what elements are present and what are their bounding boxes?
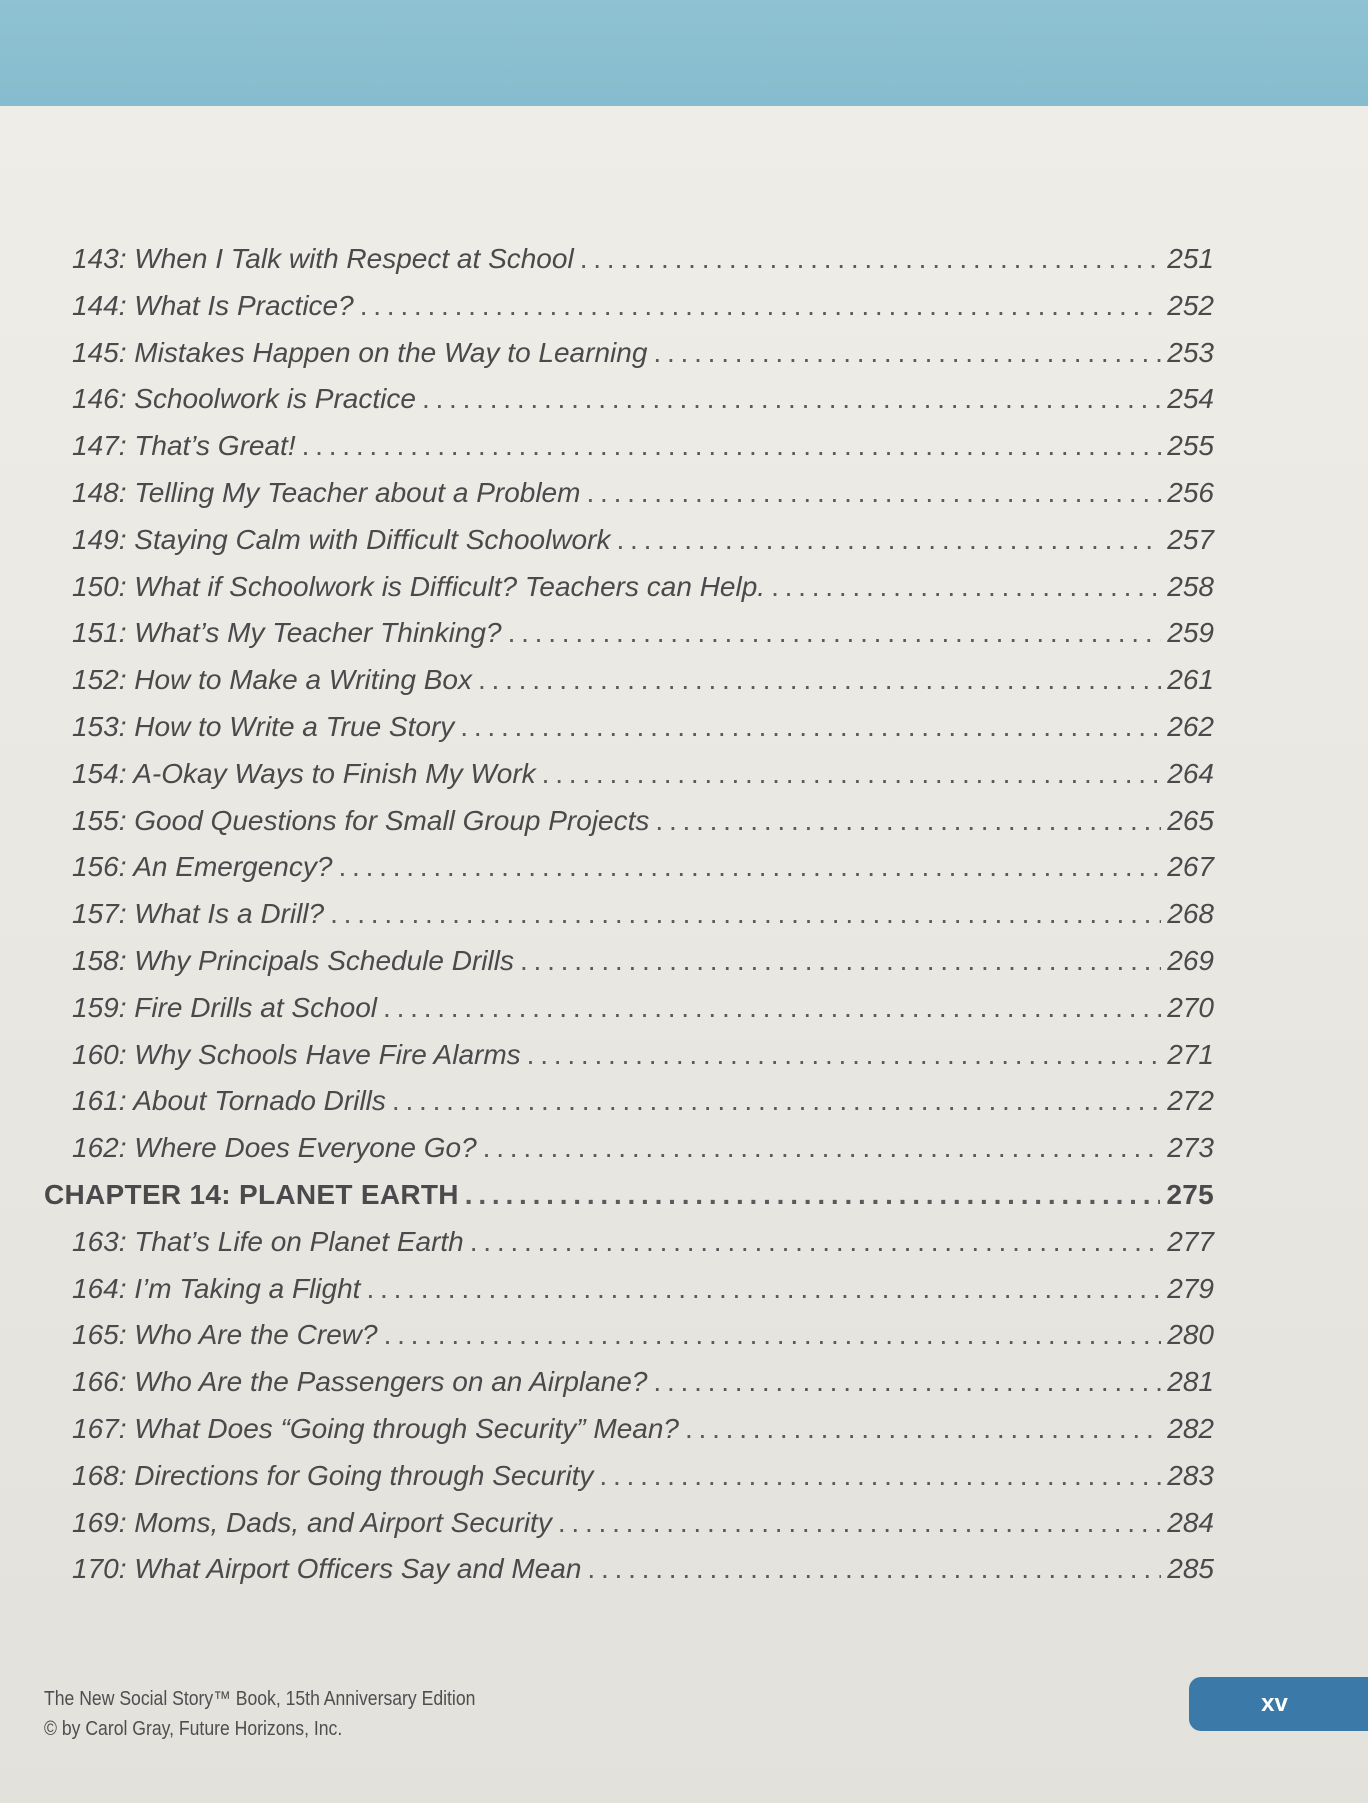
toc-page-number: 251 <box>1167 243 1214 274</box>
dot-leader <box>616 517 1161 564</box>
toc-entry-title: 156: An Emergency? <box>72 851 333 883</box>
toc-entry-row <box>44 1406 1214 1453</box>
dot-leader <box>478 657 1161 704</box>
toc-entry-row <box>44 423 1214 470</box>
top-color-band <box>0 0 1368 106</box>
toc-entry-row <box>44 844 1214 891</box>
toc-entry-row <box>44 610 1214 657</box>
toc-entry-title: 167: What Does “Going through Security” Mean? <box>72 1412 679 1444</box>
toc-entry-title: 152: How to Make a Writing Box <box>72 664 472 696</box>
dot-leader <box>580 236 1162 283</box>
page-number-tab <box>1189 1677 1368 1731</box>
toc-entry-row <box>44 1359 1214 1406</box>
toc-entry-row <box>44 1266 1214 1313</box>
footer-book-title: The New Social Story™ Book, 15th Anniversary Edition <box>44 1688 476 1710</box>
dot-leader <box>653 330 1161 377</box>
toc-entry-row <box>44 704 1214 751</box>
dot-leader <box>771 564 1161 611</box>
dot-leader <box>470 1219 1162 1266</box>
toc-page-number: 259 <box>1167 617 1214 649</box>
toc-page-number: 264 <box>1167 757 1214 789</box>
toc-entry-title: 166: Who Are the Passengers on an Airplane? <box>72 1366 648 1398</box>
dot-leader <box>366 1266 1161 1313</box>
dot-leader <box>383 985 1161 1032</box>
toc-entry-title: 151: What’s My Teacher Thinking? <box>72 617 502 649</box>
toc-entry-row <box>44 798 1214 845</box>
toc-entry-title: 163: That’s Life on Planet Earth <box>72 1225 464 1257</box>
toc-page-number: 255 <box>1167 430 1214 462</box>
dot-leader <box>422 376 1161 423</box>
toc-page-number: 269 <box>1167 944 1214 976</box>
toc-page-number: 285 <box>1167 1553 1214 1585</box>
toc-entry-row <box>44 938 1214 985</box>
toc-entry-row <box>44 1546 1214 1593</box>
toc-page-number: 270 <box>1167 991 1214 1023</box>
dot-leader <box>338 844 1161 891</box>
toc-entry-title: 160: Why Schools Have Fire Alarms <box>72 1038 521 1070</box>
toc-entry-row <box>44 564 1214 611</box>
toc-page-number: 265 <box>1167 804 1214 836</box>
toc-entry-row <box>44 657 1214 704</box>
toc-page-number: 271 <box>1167 1038 1214 1070</box>
toc-page-number: 272 <box>1167 1085 1214 1117</box>
toc-page-number: 253 <box>1167 336 1214 368</box>
toc-entry-row <box>44 1078 1214 1125</box>
toc-entry-row <box>44 376 1214 423</box>
dot-leader <box>685 1406 1161 1453</box>
toc-entry-row <box>44 1312 1214 1359</box>
dot-leader <box>330 891 1161 938</box>
toc-entry-title: 147: That’s Great! <box>72 430 296 462</box>
toc-page-number: 275 <box>1166 1178 1214 1210</box>
dot-leader <box>587 1546 1161 1593</box>
toc-entry-row <box>44 891 1214 938</box>
dot-leader <box>558 1500 1161 1547</box>
toc-page-number: 267 <box>1167 851 1214 883</box>
page-footer <box>44 1684 475 1744</box>
dot-leader <box>586 470 1161 517</box>
toc-entry-title: 155: Good Questions for Small Group Projects <box>72 804 650 836</box>
toc-entry-title: 159: Fire Drills at School <box>72 991 378 1023</box>
toc-page-number: 261 <box>1167 664 1214 696</box>
toc-entry-title: 148: Telling My Teacher about a Problem <box>72 476 581 508</box>
toc-page-number: 268 <box>1167 898 1214 930</box>
toc-entry-title: 158: Why Principals Schedule Drills <box>72 944 514 976</box>
toc-page-number: 284 <box>1167 1506 1214 1538</box>
toc-entry-title: 161: About Tornado Drills <box>72 1085 386 1117</box>
toc-entry-title: 165: Who Are the Crew? <box>72 1319 378 1351</box>
table-of-contents <box>44 236 1214 1593</box>
toc-entry-row <box>44 1453 1214 1500</box>
toc-page-number: 281 <box>1167 1366 1214 1398</box>
toc-entry-title: 162: Where Does Everyone Go? <box>72 1132 477 1164</box>
footer-copyright: © by Carol Gray, Future Horizons, Inc. <box>44 1718 343 1740</box>
toc-entry-title: 150: What if Schoolwork is Difficult? Teachers can Help. <box>72 570 766 602</box>
dot-leader <box>392 1078 1161 1125</box>
toc-entry-title: 143: When I Talk with Respect at School <box>72 243 574 274</box>
toc-entry-row <box>44 1219 1214 1266</box>
dot-leader <box>508 610 1162 657</box>
toc-entry-title: 169: Moms, Dads, and Airport Security <box>72 1506 552 1538</box>
dot-leader <box>655 798 1161 845</box>
toc-entry-row <box>44 1032 1214 1079</box>
toc-entry-row <box>44 1500 1214 1547</box>
toc-page-number: 256 <box>1167 476 1214 508</box>
toc-chapter-title: CHAPTER 14: PLANET EARTH <box>44 1178 459 1210</box>
toc-entry-row <box>44 283 1214 330</box>
toc-page-number: 277 <box>1167 1225 1214 1257</box>
toc-entry-row <box>44 470 1214 517</box>
toc-entry-title: 146: Schoolwork is Practice <box>72 383 416 415</box>
toc-page-number: 257 <box>1167 523 1214 555</box>
dot-leader <box>384 1312 1162 1359</box>
toc-entry-title: 144: What Is Practice? <box>72 289 354 321</box>
toc-page-number: 258 <box>1167 570 1214 602</box>
toc-entry-row <box>44 517 1214 564</box>
toc-page-number: 273 <box>1167 1132 1214 1164</box>
dot-leader <box>599 1453 1161 1500</box>
toc-page-number: 252 <box>1167 289 1214 321</box>
toc-page-number: 282 <box>1167 1412 1214 1444</box>
toc-entry-title: 145: Mistakes Happen on the Way to Learning <box>72 336 648 368</box>
toc-entry-title: 154: A-Okay Ways to Finish My Work <box>72 757 536 789</box>
dot-leader <box>527 1032 1162 1079</box>
toc-entry-row <box>44 985 1214 1032</box>
page-number: xv <box>1261 1690 1288 1717</box>
toc-entry-row <box>44 751 1214 798</box>
toc-entry-title: 157: What Is a Drill? <box>72 898 325 930</box>
dot-leader <box>542 751 1162 798</box>
dot-leader <box>460 704 1161 751</box>
dot-leader <box>483 1125 1162 1172</box>
toc-entry-title: 164: I’m Taking a Flight <box>72 1272 361 1304</box>
toc-page-number: 280 <box>1167 1319 1214 1351</box>
toc-entry-title: 170: What Airport Officers Say and Mean <box>72 1553 582 1585</box>
toc-entry-row <box>44 236 1214 283</box>
toc-entry-title: 153: How to Write a True Story <box>72 710 455 742</box>
dot-leader <box>465 1172 1161 1219</box>
toc-entry-row <box>44 1125 1214 1172</box>
dot-leader <box>653 1359 1161 1406</box>
toc-page-number: 283 <box>1167 1459 1214 1491</box>
toc-entry-row <box>44 330 1214 377</box>
toc-entry-title: 168: Directions for Going through Security <box>72 1459 594 1491</box>
dot-leader <box>302 423 1162 470</box>
dot-leader <box>360 283 1162 330</box>
toc-chapter-row <box>44 1172 1214 1219</box>
dot-leader <box>520 938 1161 985</box>
toc-page-number: 262 <box>1167 710 1214 742</box>
toc-page-number: 254 <box>1167 383 1214 415</box>
toc-entry-title: 149: Staying Calm with Difficult Schoolwork <box>72 523 611 555</box>
toc-page-number: 279 <box>1167 1272 1214 1304</box>
